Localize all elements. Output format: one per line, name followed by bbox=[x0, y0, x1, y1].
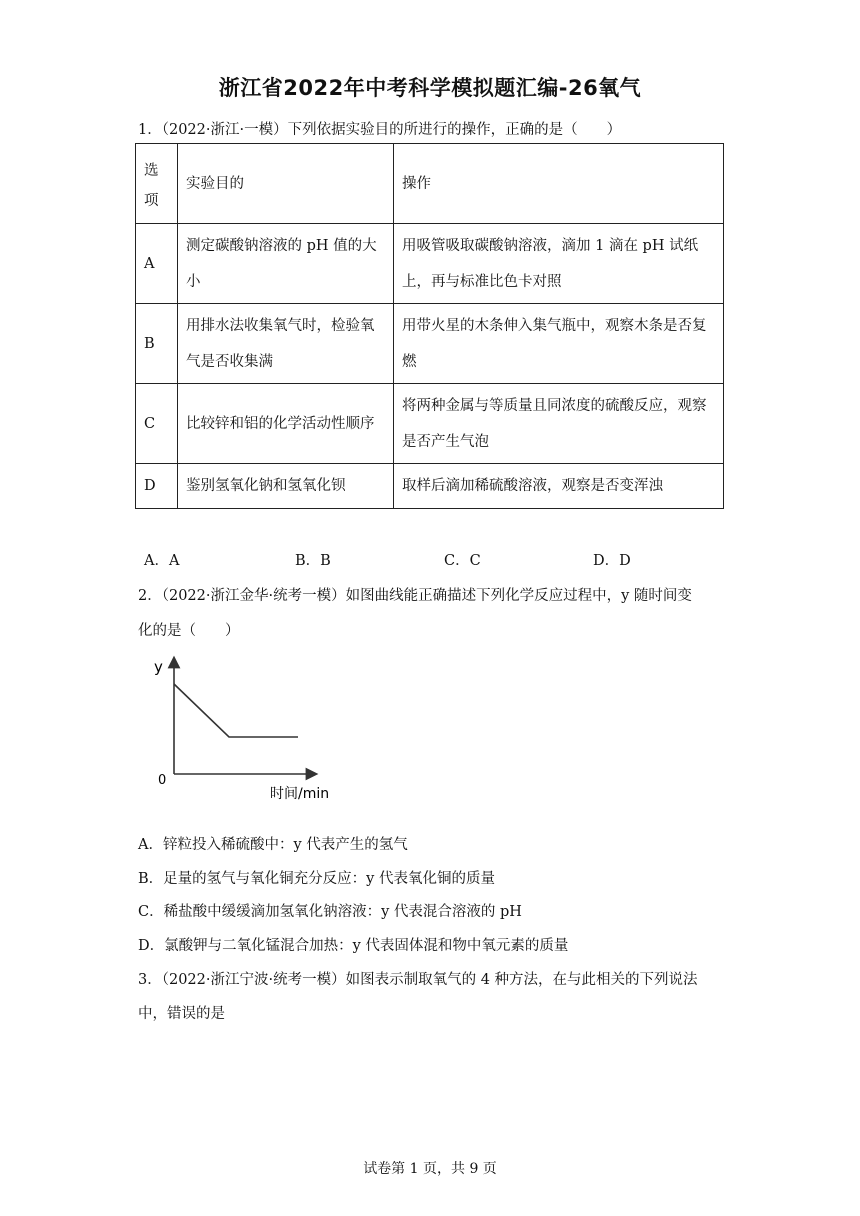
row-option: D bbox=[136, 464, 178, 509]
row-option: A bbox=[136, 224, 178, 304]
choice-c[interactable]: C．C bbox=[444, 553, 481, 569]
header-operation: 操作 bbox=[394, 144, 724, 224]
q1-stem: 1．（2022·浙江·一模）下列依据实验目的所进行的操作，正确的是（ ） bbox=[138, 122, 622, 138]
row-operation: 用吸管吸取碳酸钠溶液，滴加 1 滴在 pH 试纸上，再与标准比色卡对照 bbox=[394, 224, 724, 304]
choice-b[interactable]: B．B bbox=[295, 553, 331, 569]
q3-stem-line2: 中，错误的是 bbox=[138, 1006, 225, 1022]
table-header-row bbox=[136, 144, 724, 224]
q2-option-a[interactable]: A．锌粒投入稀硫酸中：y 代表产生的氢气 bbox=[138, 837, 408, 853]
row-option: C bbox=[136, 384, 178, 464]
q3-stem-line1: 3．（2022·浙江宁波·统考一模）如图表示制取氧气的 4 种方法，在与此相关的下列说法 bbox=[138, 972, 698, 988]
header-option: 选项 bbox=[136, 144, 178, 224]
choice-a[interactable]: A．A bbox=[144, 553, 180, 569]
row-operation: 将两种金属与等质量且同浓度的硫酸反应，观察是否产生气泡 bbox=[394, 384, 724, 464]
header-goal: 实验目的 bbox=[178, 144, 394, 224]
page-title: 浙江省2022年中考科学模拟题汇编-26氧气 bbox=[218, 76, 642, 100]
row-goal: 测定碳酸钠溶液的 pH 值的大小 bbox=[178, 224, 394, 304]
q2-stem-line2: 化的是（ ） bbox=[138, 623, 240, 639]
table-row bbox=[136, 304, 724, 384]
y-axis-label: y bbox=[154, 658, 163, 676]
row-option: B bbox=[136, 304, 178, 384]
q2-option-d[interactable]: D．氯酸钾与二氧化锰混合加热：y 代表固体混和物中氧元素的质量 bbox=[138, 938, 569, 954]
row-goal: 用排水法收集氧气时，检验氧气是否收集满 bbox=[178, 304, 394, 384]
curve-line bbox=[174, 684, 298, 737]
table-row bbox=[136, 224, 724, 304]
row-operation: 取样后滴加稀硫酸溶液，观察是否变浑浊 bbox=[394, 464, 724, 509]
row-goal: 比较锌和铝的化学活动性顺序 bbox=[178, 384, 394, 464]
row-goal: 鉴别氢氧化钠和氢氧化钡 bbox=[178, 464, 394, 509]
table-row bbox=[136, 384, 724, 464]
q2-option-b[interactable]: B．足量的氢气与氧化铜充分反应：y 代表氧化铜的质量 bbox=[138, 871, 495, 887]
page-footer: 试卷第 1 页，共 9 页 bbox=[363, 1161, 497, 1177]
q2-option-c[interactable]: C．稀盐酸中缓缓滴加氢氧化钠溶液：y 代表混合溶液的 pH bbox=[138, 904, 522, 920]
origin-label: 0 bbox=[158, 773, 167, 788]
q2-graph bbox=[148, 654, 348, 806]
table-row bbox=[136, 464, 724, 509]
row-operation: 用带火星的木条伸入集气瓶中，观察木条是否复燃 bbox=[394, 304, 724, 384]
q2-stem-line1: 2．（2022·浙江金华·统考一模）如图曲线能正确描述下列化学反应过程中，y 随时间变 bbox=[138, 588, 692, 604]
q1-options-table bbox=[135, 143, 724, 509]
x-axis-label: 时间/min bbox=[270, 786, 330, 802]
choice-d[interactable]: D．D bbox=[593, 553, 631, 569]
